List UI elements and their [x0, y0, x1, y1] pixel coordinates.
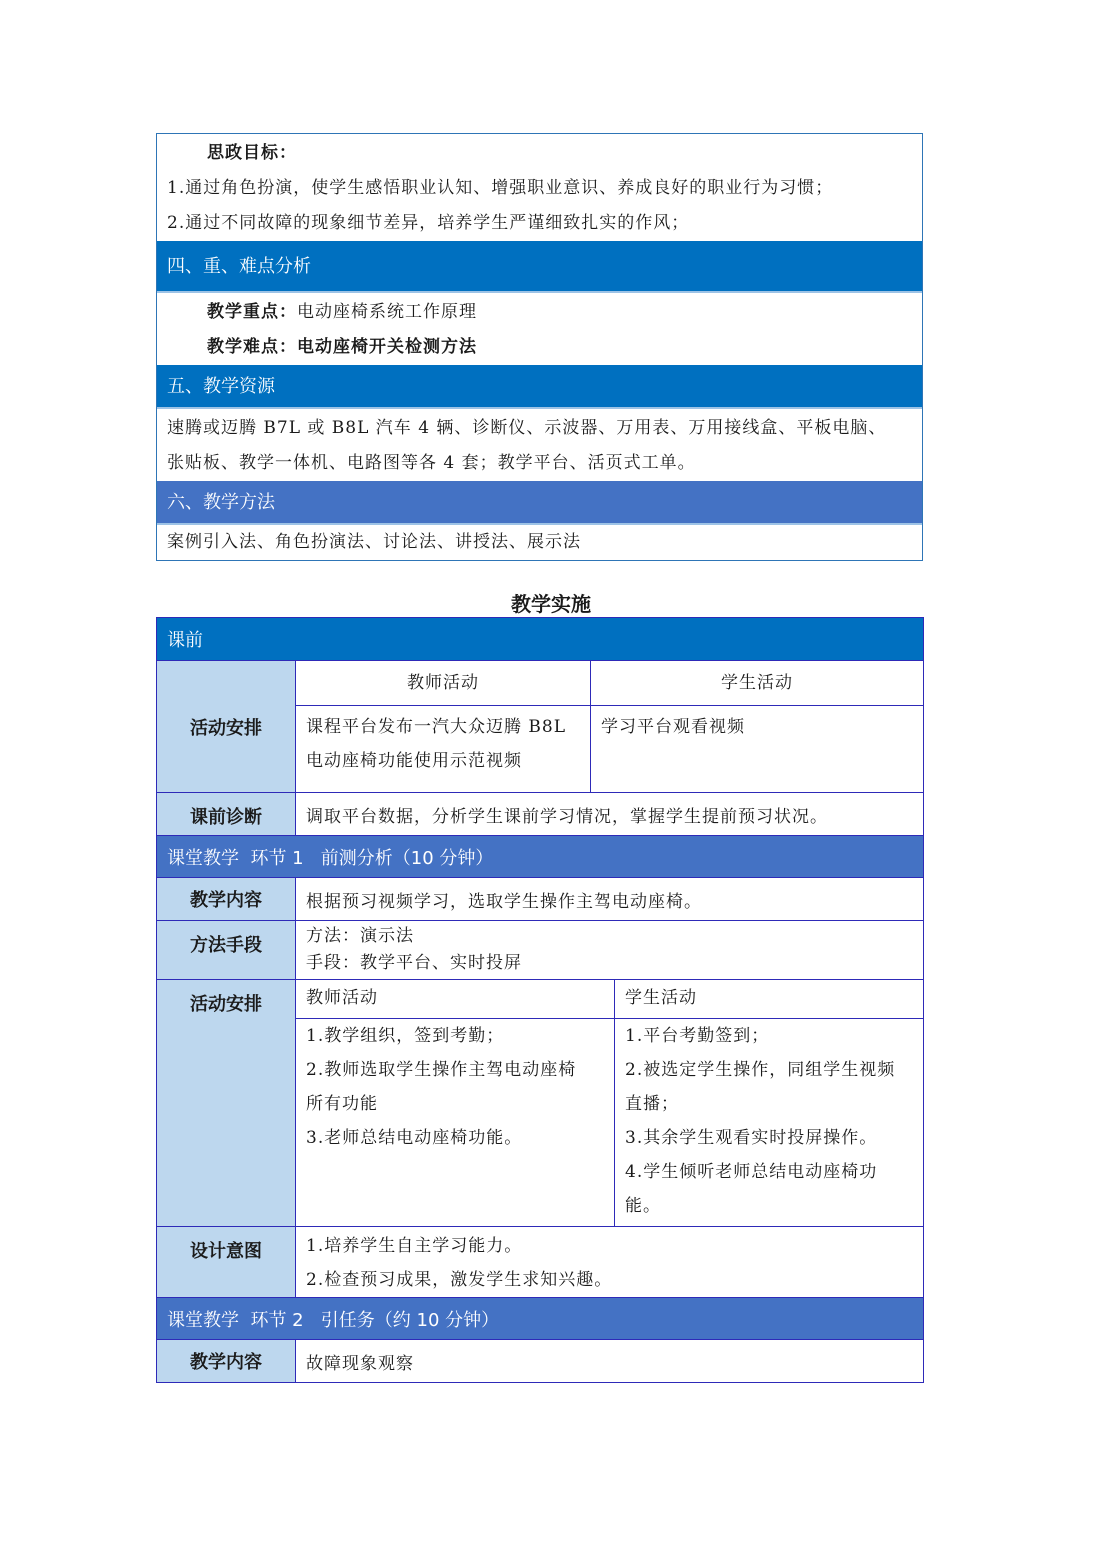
design-line: 2.检查预习成果，激发学生求知兴趣。: [306, 1270, 613, 1290]
student-activity-header: 学生活动: [721, 673, 793, 693]
pre-class-band: 课前: [157, 618, 923, 660]
design-line: 1.培养学生自主学习能力。: [306, 1236, 523, 1256]
difficulty-value: 电动座椅开关检测方法: [297, 337, 477, 357]
resources-line: 速腾或迈腾 B7L 或 B8L 汽车 4 辆、诊断仪、示波器、万用表、万用接线盒、平板电脑、: [167, 418, 887, 438]
teacher-activity-cell: [296, 706, 591, 792]
design-cell: [296, 1227, 923, 1297]
step1-student-cell: [615, 1019, 923, 1226]
step1-design-row: [157, 1226, 923, 1297]
implementation-title: 教学实施: [511, 592, 591, 616]
step1-teacher-line: 3.老师总结电动座椅功能。: [306, 1128, 523, 1148]
objectives-heading: 思政目标：: [207, 143, 297, 163]
implementation-table: [156, 617, 924, 1383]
step2-content-text: 故障现象观察: [306, 1353, 414, 1374]
diagnosis-label: 课前诊断: [157, 793, 296, 835]
objective-item: 1.通过角色扮演，使学生感悟职业认知、增强职业意识、养成良好的职业行为习惯；: [167, 178, 834, 198]
pre-class-activity-label: 活动安排: [157, 661, 296, 792]
step1-student-line: 3.其余学生观看实时投屏操作。: [625, 1128, 878, 1148]
student-activity-line: 学习平台观看视频: [601, 717, 745, 737]
step1-student-line: 直播；: [625, 1094, 679, 1114]
step1-activity-row: [157, 979, 923, 1226]
step1-teacher-header: 教师活动: [296, 980, 615, 1018]
teacher-activity-line: 课程平台发布一汽大众迈腾 B8L: [306, 717, 567, 737]
resources-line: 张贴板、教学一体机、电路图等各 4 套；教学平台、活页式工单。: [167, 453, 696, 473]
student-activity-cell: [591, 706, 923, 792]
section-header-resources: 五、教学资源: [157, 365, 922, 409]
step2-content-row: [157, 1339, 923, 1382]
teacher-activity-line: 电动座椅功能使用示范视频: [306, 751, 522, 771]
methods-text: 案例引入法、角色扮演法、讨论法、讲授法、展示法: [167, 532, 581, 552]
step1-teacher-line: 2.教师选取学生操作主驾电动座椅: [306, 1060, 577, 1080]
pre-class-activity-row: [157, 660, 923, 792]
step1-teacher-line: 所有功能: [306, 1094, 378, 1114]
key-points-section: [157, 293, 922, 365]
method-line: 手段：教学平台、实时投屏: [306, 953, 522, 973]
step1-student-line: 能。: [625, 1196, 661, 1216]
design-label: 设计意图: [157, 1227, 296, 1297]
step2-band: 课堂教学 环节 2 引任务（约 10 分钟）: [157, 1297, 923, 1339]
method-label: 方法手段: [157, 921, 296, 979]
content-label: 教学内容: [157, 878, 296, 920]
step1-band: 课堂教学 环节 1 前测分析（10 分钟）: [157, 835, 923, 877]
objectives-section: [157, 134, 922, 241]
teaching-plan-table: [156, 133, 923, 561]
step1-activity-label: 活动安排: [157, 980, 296, 1226]
section-header-key-points: 四、重、难点分析: [157, 241, 922, 293]
content-text: 根据预习视频学习，选取学生操作主驾电动座椅。: [306, 891, 702, 912]
diagnosis-text: 调取平台数据，分析学生课前学习情况，掌握学生提前预习状况。: [306, 806, 828, 827]
step2-content-label: 教学内容: [157, 1340, 296, 1382]
objective-item: 2.通过不同故障的现象细节差异，培养学生严谨细致扎实的作风；: [167, 213, 690, 233]
focus-label: 教学重点：: [207, 302, 297, 322]
step1-content-row: [157, 877, 923, 920]
step1-student-header: 学生活动: [625, 988, 697, 1008]
step1-teacher-line: 1.教学组织，签到考勤；: [306, 1026, 505, 1046]
teacher-activity-header: 教师活动: [296, 661, 591, 705]
method-line: 方法：演示法: [306, 926, 414, 946]
step1-student-line: 1.平台考勤签到；: [625, 1026, 770, 1046]
focus-value: 电动座椅系统工作原理: [297, 302, 477, 322]
difficulty-label: 教学难点：: [207, 337, 297, 357]
section-header-methods: 六、教学方法: [157, 481, 922, 525]
resources-section: [157, 409, 922, 481]
step1-teacher-cell: [296, 1019, 615, 1226]
pre-class-diagnosis-row: [157, 792, 923, 835]
methods-section: [157, 525, 922, 560]
step1-student-line: 2.被选定学生操作，同组学生视频: [625, 1060, 896, 1080]
step1-student-line: 4.学生倾听老师总结电动座椅功: [625, 1162, 878, 1182]
method-cell: [296, 921, 923, 979]
step1-method-row: [157, 920, 923, 979]
